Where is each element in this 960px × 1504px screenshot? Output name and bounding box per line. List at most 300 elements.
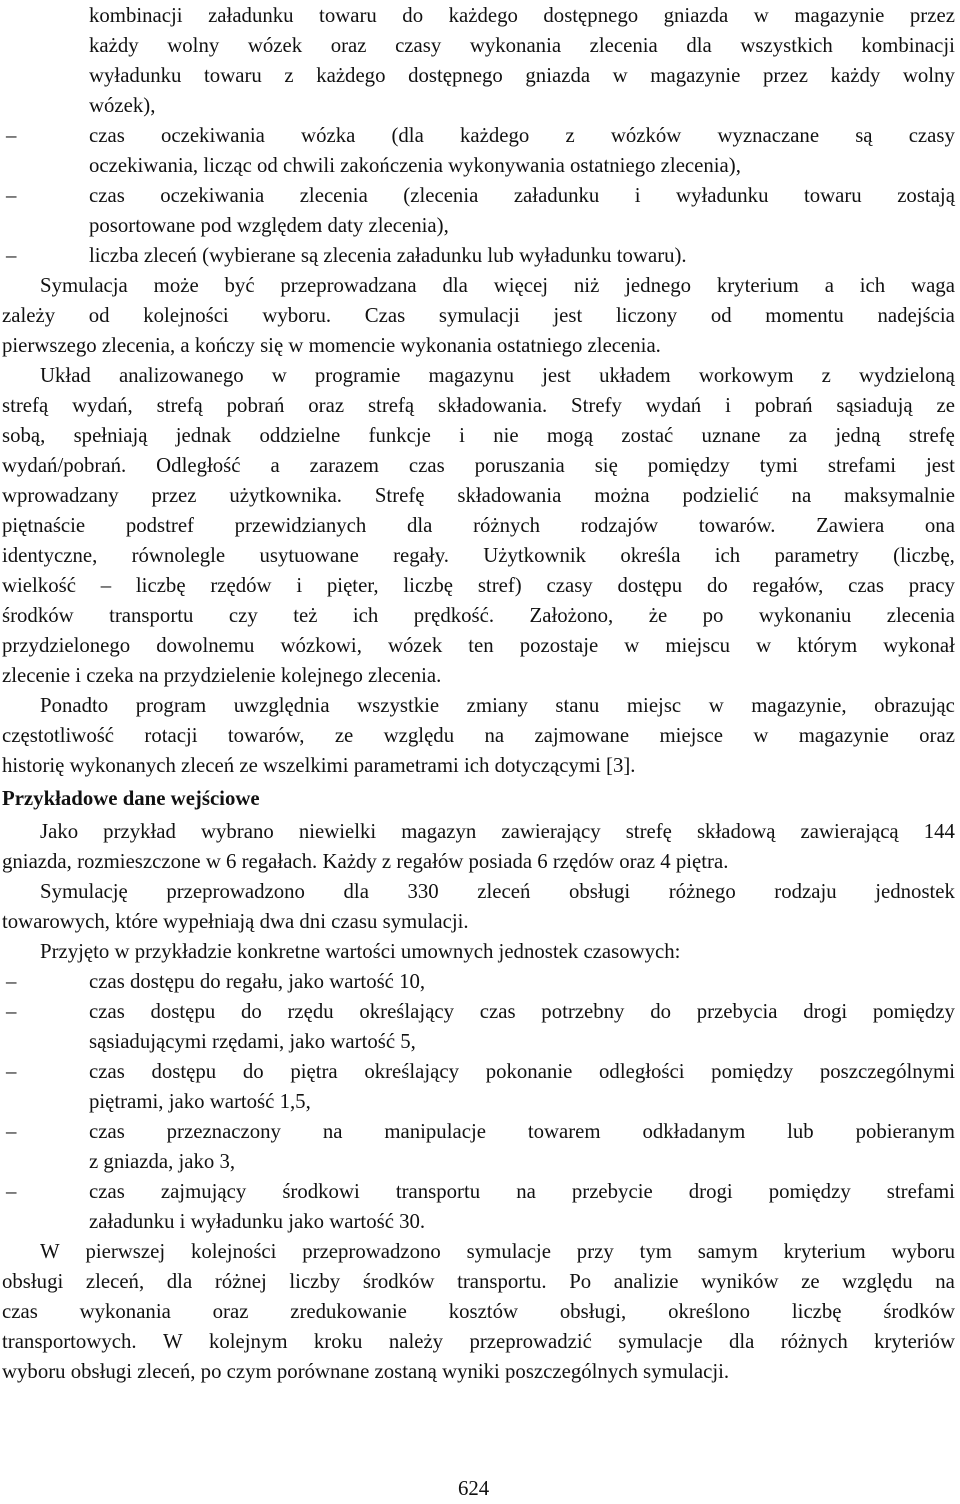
word: zostają: [897, 184, 955, 207]
word: rzędu: [287, 1000, 334, 1023]
word: przeznaczony: [166, 1120, 281, 1143]
word: dla: [728, 1330, 755, 1353]
word: wprowadzany: [2, 484, 119, 507]
word: wykonaniu: [758, 604, 852, 627]
word: obsługi,: [559, 1300, 627, 1323]
text-line: [40, 877, 955, 907]
list-bullet-dash: –: [6, 1060, 17, 1083]
word: jest: [926, 454, 955, 477]
word: magazynie: [650, 64, 741, 87]
text-line: [40, 1237, 955, 1267]
text-line: [2, 451, 955, 481]
word: równolegle: [131, 544, 226, 567]
word: symulacje: [466, 1240, 551, 1263]
text-line: [2, 481, 955, 511]
word: czas: [408, 454, 445, 477]
word: sobą,: [2, 424, 46, 447]
word: zależy: [2, 304, 56, 327]
word: w: [753, 4, 769, 27]
text-line: Przyjęto w przykładzie konkretne wartości umownych jednostek czasowych:: [40, 940, 681, 963]
word: od: [710, 304, 732, 327]
word: wykonania: [79, 1300, 171, 1323]
word: jedną: [835, 424, 881, 447]
word: Zawiera: [816, 514, 885, 537]
text-line: [89, 1117, 955, 1147]
word: na: [516, 1180, 536, 1203]
word: wybrano: [200, 820, 274, 843]
word: prędkość.: [413, 604, 495, 627]
word: zlecenia: [589, 34, 658, 57]
word: do: [650, 1000, 671, 1023]
word: waga: [911, 274, 955, 297]
word: na: [935, 1270, 955, 1293]
word: czasy: [908, 124, 955, 147]
word: względu: [842, 1270, 913, 1293]
word: towarów.: [698, 514, 776, 537]
text-line: [89, 61, 955, 91]
word: którym: [797, 634, 858, 657]
word: miejsc: [626, 694, 682, 717]
word: obsługi: [2, 1270, 64, 1293]
word: drogi: [803, 1000, 848, 1023]
text-line: [89, 31, 955, 61]
word: zajmujący: [160, 1180, 247, 1203]
word: miejscu: [665, 634, 731, 657]
word: gniazda: [525, 64, 591, 87]
word: sąsiadują: [836, 394, 913, 417]
word: W: [40, 1240, 60, 1263]
word: ich: [714, 544, 741, 567]
text-line: [2, 301, 955, 331]
word: programie: [314, 364, 401, 387]
word: składową: [696, 820, 776, 843]
word: są: [855, 124, 873, 147]
text-line: zlecenie i czeka na przydzielenie kolejnego zlecenia.: [2, 664, 442, 687]
word: wózków: [610, 124, 682, 147]
word: pięter,: [326, 574, 379, 597]
word: użytkownika.: [229, 484, 343, 507]
word: zarazem: [309, 454, 379, 477]
page-number: 624: [458, 1477, 490, 1500]
word: zawierającą: [800, 820, 899, 843]
word: Strefę: [374, 484, 425, 507]
word: wózka: [301, 124, 356, 147]
word: regały.: [393, 544, 449, 567]
word: rzędów: [210, 574, 272, 597]
word: czas: [89, 1180, 125, 1203]
text-line: [2, 1267, 955, 1297]
word: workowym: [698, 364, 794, 387]
word: Jako: [40, 820, 79, 843]
word: wolny: [167, 34, 220, 57]
word: przez: [762, 64, 808, 87]
text-line: [2, 511, 955, 541]
text-line: pierwszego zlecenia, a kończy się w momencie wykonania ostatniego zlecenia.: [2, 334, 661, 357]
text-line: [40, 817, 955, 847]
text-line: [2, 1327, 955, 1357]
word: nie: [493, 424, 519, 447]
text-line: posortowane pod względem daty zlecenia),: [89, 214, 449, 237]
word: oczekiwania: [160, 124, 265, 147]
word: ich: [352, 604, 379, 627]
word: a: [270, 454, 280, 477]
word: rodzajów: [580, 514, 659, 537]
word: przez: [909, 4, 955, 27]
word: przebycie: [571, 1180, 653, 1203]
word: czasy: [395, 34, 442, 57]
word: za: [788, 424, 808, 447]
word: podstref: [125, 514, 194, 537]
word: z: [565, 124, 575, 147]
word: środków: [362, 1270, 435, 1293]
word: Po: [569, 1270, 592, 1293]
word: (zlecenia: [403, 184, 479, 207]
word: tymi: [759, 454, 798, 477]
word: zredukowanie: [290, 1300, 407, 1323]
word: piętnaście: [2, 514, 86, 537]
word: każdy: [830, 64, 881, 87]
text-line: sąsiadującymi rzędami, jako wartość 5,: [89, 1030, 416, 1053]
word: czas: [2, 1300, 38, 1323]
word: towarem: [527, 1120, 601, 1143]
word: maksymalnie: [844, 484, 955, 507]
word: każdego: [316, 64, 386, 87]
word: załadunku: [208, 4, 294, 27]
word: układem: [599, 364, 671, 387]
word: wózkowi,: [280, 634, 362, 657]
word: magazynie,: [751, 694, 847, 717]
word: zajmowane: [534, 724, 630, 747]
word: kosztów: [448, 1300, 519, 1323]
word: oraz: [330, 34, 367, 57]
word: wyboru.: [262, 304, 332, 327]
word: zostać: [621, 424, 674, 447]
word: rotacji: [144, 724, 198, 747]
text-line: [2, 541, 955, 571]
word: środkowi: [282, 1180, 360, 1203]
text-line: [2, 631, 955, 661]
word: wykonał: [883, 634, 955, 657]
word: różnej: [214, 1270, 267, 1293]
text-line: historię wykonanych zleceń ze wszelkimi parametrami ich dotyczącymi [3].: [2, 754, 636, 777]
word: piętra: [290, 1060, 338, 1083]
word: uznane: [701, 424, 761, 447]
word: i: [634, 184, 641, 207]
word: gniazda: [663, 4, 729, 27]
text-line: [2, 391, 955, 421]
word: przykład: [103, 820, 176, 843]
word: wydań,: [72, 394, 133, 417]
word: czas: [89, 1120, 125, 1143]
word: pozostaje: [519, 634, 599, 657]
word: przeprowadzana: [280, 274, 417, 297]
word: oraz: [212, 1300, 249, 1323]
word: obrazując: [874, 694, 955, 717]
word: kryteriów: [874, 1330, 955, 1353]
word: spełniają: [73, 424, 148, 447]
word: pracy: [908, 574, 955, 597]
word: środków: [883, 1300, 955, 1323]
word: obsługi: [568, 880, 631, 903]
word: od: [88, 304, 110, 327]
text-line: z gniazda, jako 3,: [89, 1150, 236, 1173]
word: liczbę: [135, 574, 186, 597]
word: strefą: [367, 394, 415, 417]
word: i: [725, 394, 731, 417]
word: poszczególnymi: [819, 1060, 955, 1083]
word: transportu.: [457, 1270, 547, 1293]
word: jest: [542, 364, 571, 387]
text-line: [89, 997, 955, 1027]
word: kryterium: [783, 1240, 866, 1263]
word: ona: [924, 514, 955, 537]
word: niewielki: [298, 820, 377, 843]
word: liczby: [289, 1270, 341, 1293]
word: wyników: [701, 1270, 779, 1293]
word: składowania.: [438, 394, 548, 417]
word: stanu: [555, 694, 600, 717]
word: na: [322, 1120, 343, 1143]
word: podzielić: [682, 484, 759, 507]
word: jest: [553, 304, 583, 327]
word: manipulacje: [384, 1120, 486, 1143]
word: czasy: [546, 574, 593, 597]
word: dla: [343, 880, 369, 903]
word: przez: [151, 484, 197, 507]
word: mogą: [546, 424, 594, 447]
word: liczony: [615, 304, 678, 327]
text-line: wózek),: [89, 94, 156, 117]
word: czas: [89, 184, 125, 207]
word: pomiędzy: [711, 1060, 794, 1083]
word: różnych: [473, 514, 541, 537]
word: po: [702, 604, 724, 627]
text-line: [2, 721, 955, 751]
word: drogi: [688, 1180, 733, 1203]
word: kombinacji: [861, 34, 955, 57]
word: lub: [787, 1120, 814, 1143]
word: identyczne,: [2, 544, 98, 567]
word: z: [284, 64, 294, 87]
word: oraz: [308, 394, 345, 417]
word: kolejnym: [208, 1330, 288, 1353]
word: pomiędzy: [872, 1000, 955, 1023]
list-bullet-dash: –: [6, 124, 17, 147]
word: może: [153, 274, 199, 297]
word: usytuowane: [259, 544, 359, 567]
text-line: liczba zleceń (wybierane są zlecenia załadunku lub wyładunku towaru).: [89, 244, 687, 267]
word: w: [753, 724, 769, 747]
word: do: [240, 1000, 262, 1023]
word: odkładanym: [642, 1120, 746, 1143]
word: magazynu: [428, 364, 514, 387]
word: magazynie: [798, 724, 889, 747]
text-line: towarowych, które wypełniają dwa dni czasu symulacji.: [2, 910, 469, 933]
word: czy: [228, 604, 258, 627]
word: Symulacja: [40, 274, 128, 297]
word: liczbę: [403, 574, 454, 597]
word: wydzieloną: [859, 364, 955, 387]
list-bullet-dash: –: [6, 970, 17, 993]
word: (liczbę,: [893, 544, 955, 567]
word: poruszania: [474, 454, 565, 477]
word: kombinacji: [89, 4, 183, 27]
word: różnego: [668, 880, 736, 903]
word: samym: [697, 1240, 758, 1263]
word: dostępu: [150, 1000, 216, 1023]
word: strefami: [886, 1180, 955, 1203]
word: wszystkich: [740, 34, 833, 57]
word: że: [648, 604, 668, 627]
word: być: [224, 274, 255, 297]
word: towaru: [204, 64, 262, 87]
text-line: [89, 181, 955, 211]
word: analizowanego: [118, 364, 244, 387]
word: można: [594, 484, 650, 507]
word: przeprowadzić: [469, 1330, 592, 1353]
word: częstotliwość: [2, 724, 115, 747]
word: czas: [479, 1000, 516, 1023]
text-line: piętrami, jako wartość 1,5,: [89, 1090, 311, 1113]
word: oddzielne: [259, 424, 341, 447]
word: pierwszej: [85, 1240, 166, 1263]
word: określający: [359, 1000, 455, 1023]
word: parametry: [774, 544, 859, 567]
word: dla: [166, 1270, 193, 1293]
word: określono: [668, 1300, 751, 1323]
word: uwzględnia: [233, 694, 330, 717]
word: ten: [468, 634, 494, 657]
word: zlecenia: [299, 184, 368, 207]
word: należy: [388, 1330, 444, 1353]
word: pobieranym: [855, 1120, 955, 1143]
text-line: [40, 691, 955, 721]
word: strefą: [156, 394, 203, 417]
word: wyładunku: [676, 184, 769, 207]
word: wydań/pobrań.: [2, 454, 127, 477]
text-line: [89, 1057, 955, 1087]
word: czas: [89, 1000, 125, 1023]
word: Odległość: [156, 454, 241, 477]
word: transportu: [109, 604, 194, 627]
word: kolejności: [190, 1240, 277, 1263]
word: przeprowadzono: [166, 880, 305, 903]
word: pokonanie: [485, 1060, 573, 1083]
word: wielkość: [2, 574, 76, 597]
word: do: [706, 574, 728, 597]
word: liczbę: [791, 1300, 842, 1323]
word: w: [612, 64, 628, 87]
word: z: [821, 364, 831, 387]
word: zawierający: [501, 820, 601, 843]
word: symulacji: [438, 304, 520, 327]
text-line: [40, 361, 955, 391]
text-line: gniazda, rozmieszczone w 6 regałach. Każdy z regałów posiada 6 rzędów oraz 4 piętra.: [2, 850, 729, 873]
word: dostępnego: [543, 4, 639, 27]
word: każdy: [89, 34, 139, 57]
word: załadunku: [513, 184, 600, 207]
word: w: [271, 364, 287, 387]
word: dostępu: [617, 574, 683, 597]
word: pomiędzy: [768, 1180, 851, 1203]
word: (dla: [391, 124, 424, 147]
text-line: [2, 1297, 955, 1327]
word: czas: [89, 124, 125, 147]
list-bullet-dash: –: [6, 244, 17, 267]
word: ze: [334, 724, 354, 747]
word: a: [824, 274, 834, 297]
word: towarów,: [227, 724, 305, 747]
word: zmiany: [466, 694, 528, 717]
word: rodzaju: [774, 880, 837, 903]
word: przebycia: [696, 1000, 778, 1023]
text-line: [89, 121, 955, 151]
word: jednego: [625, 274, 691, 297]
word: kryterium: [716, 274, 799, 297]
word: oraz: [919, 724, 955, 747]
word: każdego: [459, 124, 530, 147]
word: też: [293, 604, 318, 627]
word: przy: [576, 1240, 614, 1263]
word: wyładunku: [89, 64, 182, 87]
word: składowania: [457, 484, 562, 507]
word: strefę: [625, 820, 672, 843]
word: określa: [620, 544, 681, 567]
word: –: [100, 574, 112, 597]
word: wydań: [645, 394, 702, 417]
word: Czas: [364, 304, 406, 327]
word: towaru: [803, 184, 862, 207]
word: różnych: [780, 1330, 848, 1353]
word: program: [135, 694, 207, 717]
word: dla: [406, 514, 433, 537]
word: ze: [801, 1270, 820, 1293]
word: i: [296, 574, 303, 597]
word: i: [459, 424, 465, 447]
word: potrzebny: [541, 1000, 625, 1023]
word: określający: [364, 1060, 460, 1083]
word: kolejności: [143, 304, 229, 327]
word: wyznaczane: [717, 124, 820, 147]
word: czas: [89, 1060, 125, 1083]
word: strefami: [827, 454, 897, 477]
text-line: czas dostępu do regału, jako wartość 10,: [89, 970, 426, 993]
word: przeprowadzono: [302, 1240, 441, 1263]
word: funkcje: [368, 424, 431, 447]
word: ich: [859, 274, 886, 297]
text-line: [89, 1177, 955, 1207]
word: Założono,: [529, 604, 614, 627]
word: każdego: [448, 4, 518, 27]
word: wózek: [247, 34, 303, 57]
word: symulacje: [618, 1330, 703, 1353]
text-line: [2, 421, 955, 451]
word: Strefy: [571, 394, 622, 417]
word: dowolnemu: [156, 634, 255, 657]
word: nadejścia: [877, 304, 955, 327]
text-line: oczekiwania, licząc od chwili zakończenia wykonywania ostatniego zlecenia),: [89, 154, 741, 177]
list-bullet-dash: –: [6, 1180, 17, 1203]
word: strefą: [2, 394, 49, 417]
word: pobrań: [226, 394, 285, 417]
word: wózek: [387, 634, 443, 657]
word: do: [242, 1060, 264, 1083]
word: Układ: [40, 364, 91, 387]
word: regałów,: [752, 574, 824, 597]
word: dla: [686, 34, 712, 57]
word: w: [708, 694, 724, 717]
word: 144: [923, 820, 955, 843]
